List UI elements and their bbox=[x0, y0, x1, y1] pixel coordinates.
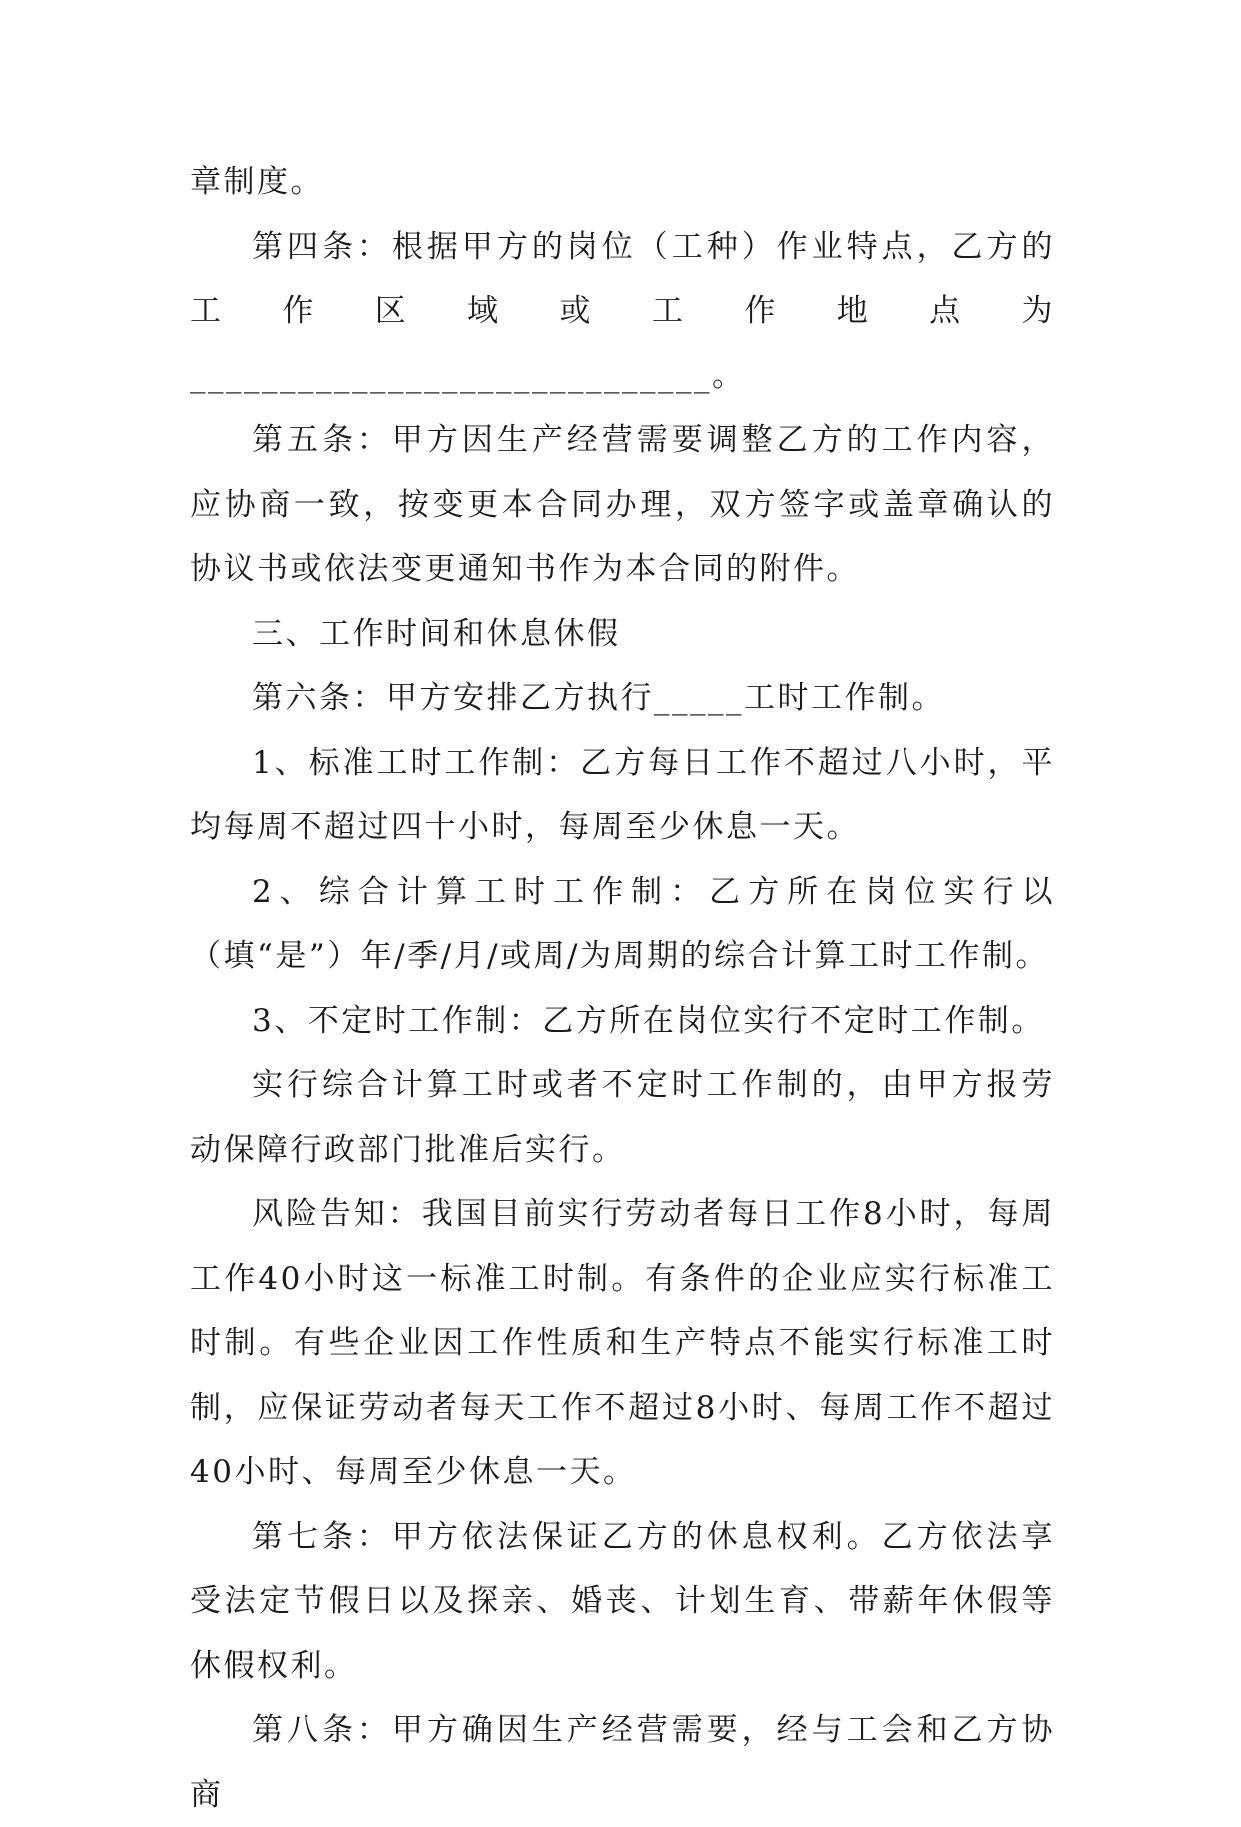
paragraph: 第四条：根据甲方的岗位（工种）作业特点，乙方的工作区域或工作地点为_____________________________。 bbox=[190, 228, 1055, 394]
paragraph: 第七条：甲方依法保证乙方的休息权利。乙方依法享受法定节假日以及探亲、婚丧、计划生育、带薪年休假等休假权利。 bbox=[190, 1518, 1055, 1684]
paragraph: 第六条：甲方安排乙方执行_____工时工作制。 bbox=[252, 680, 945, 716]
paragraph: 第八条：甲方确因生产经营需要，经与工会和乙方协商 bbox=[190, 1712, 1055, 1813]
section-heading: 三、工作时间和休息休假 bbox=[252, 615, 621, 652]
list-item: 2、综合计算工时工作制：乙方所在岗位实行以（填“是”）年/季/月/或周/为周期的综合计算工时工作制。 bbox=[190, 873, 1055, 974]
contract-body bbox=[190, 150, 1055, 1827]
list-item: 1、标准工时工作制：乙方每日工作不超过八小时，平均每周不超过四十小时，每周至少休息一天。 bbox=[190, 744, 1055, 845]
risk-notice: 风险告知：我国目前实行劳动者每日工作8小时，每周工作40小时这一标准工时制。有条件的企业应实行标准工时制。有些企业因工作性质和生产特点不能实行标准工时制，应保证劳动者每天工作不超过8小时、每周工作不超过40小时、每周至少休息一天。 bbox=[190, 1196, 1055, 1490]
paragraph: 章制度。 bbox=[190, 164, 324, 200]
paragraph: 实行综合计算工时或者不定时工作制的，由甲方报劳动保障行政部门批准后实行。 bbox=[190, 1067, 1055, 1168]
list-item: 3、不定时工作制：乙方所在岗位实行不定时工作制。 bbox=[252, 1002, 1045, 1039]
paragraph: 第五条：甲方因生产经营需要调整乙方的工作内容，应协商一致，按变更本合同办理，双方签字或盖章确认的协议书或依法变更通知书作为本合同的附件。 bbox=[190, 422, 1055, 587]
